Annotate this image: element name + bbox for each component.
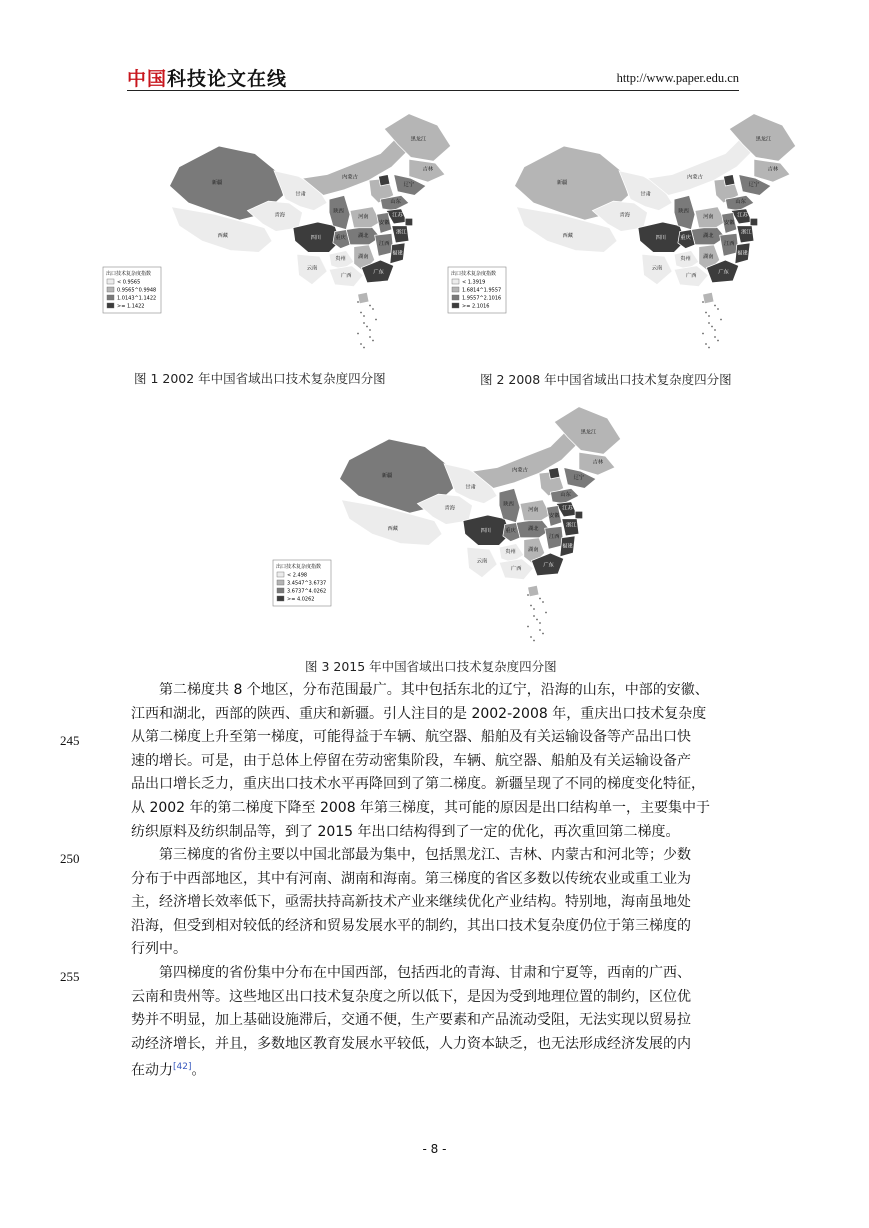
- province-label: 甘肃: [465, 484, 476, 491]
- province-label: 甘肃: [295, 191, 306, 198]
- text-line: 第四梯度的省份集中分布在中国西部，包括西北的青海、甘肃和宁夏等，西南的广西、: [131, 965, 691, 981]
- text-line: 主，经济增长效率低下，亟需扶持高新技术产业来继续优化产业结构。特别地，海南虽地处: [131, 894, 691, 911]
- province-label: 新疆: [556, 180, 568, 186]
- province-beijing: [724, 175, 735, 186]
- island-dot: [536, 619, 538, 621]
- province-label: 黑龙江: [755, 136, 772, 143]
- text-line: 沿海，但受到相对较低的经济和贸易发展水平的制约，其出口技术复杂度仍位于第三梯度的: [131, 917, 691, 934]
- legend-label: < 1.3919: [462, 279, 486, 286]
- island-dot: [720, 319, 722, 321]
- island-dot: [708, 347, 710, 349]
- citation-link[interactable]: [42]: [173, 1062, 192, 1073]
- province-label: 安徽: [723, 219, 735, 226]
- legend-swatch: [277, 588, 284, 593]
- legend-label: >= 4.0262: [287, 596, 315, 603]
- province-label: 广东: [543, 562, 554, 569]
- map-legend: [448, 267, 506, 313]
- province-label: 吉林: [422, 166, 434, 173]
- figure-3-caption: 图 3 2015 年中国省域出口技术复杂度四分图: [305, 659, 557, 674]
- province-label: 云南: [476, 558, 488, 565]
- figure-1-caption: 图 1 2002 年中国省域出口技术复杂度四分图: [134, 371, 386, 386]
- province-label: 江苏: [392, 212, 403, 219]
- island-dot: [527, 626, 529, 628]
- legend-swatch: [107, 287, 114, 292]
- province-label: 新疆: [211, 180, 223, 186]
- legend-swatch: [107, 295, 114, 300]
- province-label: 河南: [703, 214, 714, 221]
- text-line: 第三梯度的省份主要以中国北部最为集中，包括黑龙江、吉林、内蒙古和河北等；少数: [131, 847, 691, 863]
- logo-black-part: 科技论文在线: [167, 68, 288, 90]
- province-label: 甘肃: [640, 191, 651, 198]
- province-label: 内蒙古: [512, 467, 528, 474]
- island-dot: [542, 601, 544, 603]
- province-label: 云南: [651, 265, 663, 272]
- province-label: 贵州: [335, 256, 346, 262]
- island-dot: [533, 608, 535, 610]
- text-line-last: [131, 1056, 737, 1080]
- province-label: 河南: [528, 507, 539, 514]
- province-label: 陕西: [333, 208, 344, 215]
- province-label: 贵州: [680, 256, 691, 262]
- island-dot: [714, 305, 716, 307]
- province-shanghai: [750, 218, 758, 226]
- province-label: 安徽: [378, 219, 390, 226]
- island-dot: [375, 319, 377, 321]
- province-label: 新疆: [381, 473, 393, 479]
- province-neimenggu: [303, 135, 409, 196]
- island-dot: [360, 343, 362, 345]
- province-hainan: [703, 292, 714, 303]
- page-number: - 8 -: [422, 1142, 447, 1156]
- province-label: 重庆: [680, 235, 691, 242]
- island-dot: [369, 329, 371, 331]
- legend-swatch: [452, 279, 459, 284]
- legend-title: 出口技术复杂度指数: [451, 271, 497, 277]
- legend-swatch: [452, 295, 459, 300]
- china-map-svg: [445, 102, 779, 357]
- province-label: 福建: [392, 250, 403, 257]
- province-label: 广西: [685, 273, 697, 280]
- island-dot: [357, 333, 359, 335]
- province-hainan: [528, 585, 539, 596]
- paragraph-fourth-tier: [131, 962, 737, 1080]
- province-label: 广西: [510, 566, 522, 573]
- island-dot: [363, 347, 365, 349]
- legend-title: 出口技术复杂度指数: [106, 271, 152, 277]
- province-label: 吉林: [592, 459, 604, 466]
- legend-swatch: [277, 572, 284, 577]
- text-line: 分布于中西部地区，其中有河南、湖南和海南。第三梯度的省区多数以传统农业或重工业为: [131, 870, 691, 887]
- figure-2-caption: 图 2 2008 年中国省域出口技术复杂度四分图: [480, 372, 732, 387]
- island-dot: [714, 329, 716, 331]
- figure-3-map: [270, 395, 604, 650]
- island-dot: [545, 612, 547, 614]
- island-dot: [705, 343, 707, 345]
- province-label: 辽宁: [573, 474, 585, 481]
- text-line: 从第二梯度上升至第一梯度，可能得益于车辆、航空器、船舶及有关运输设备等产品出口快: [131, 729, 691, 746]
- province-label: 江西: [723, 240, 735, 247]
- island-dot: [717, 340, 719, 342]
- island-dot: [708, 322, 710, 324]
- province-label: 西藏: [217, 233, 228, 240]
- province-label: 湖南: [358, 254, 369, 261]
- province-label: 四川: [480, 528, 492, 535]
- legend-swatch: [277, 596, 284, 601]
- legend-label: 1.9557^2.1016: [462, 295, 502, 302]
- province-hainan: [358, 292, 369, 303]
- province-beijing: [379, 175, 390, 186]
- province-label: 山东: [390, 199, 401, 205]
- island-dot: [702, 333, 704, 335]
- text-line: 势并不明显，加上基础设施滞后，交通不便，生产要素和产品流动受阻，无法实现以贸易拉: [131, 1012, 691, 1029]
- line-number: 250: [60, 851, 80, 866]
- island-dot: [711, 326, 713, 328]
- text-line: 江西和湖北，西部的陕西、重庆和新疆。引人注目的是 2002-2008 年，重庆出口技术复杂度: [131, 705, 707, 722]
- line-number: 255: [60, 969, 80, 984]
- province-shanghai: [575, 511, 583, 519]
- island-dot: [533, 640, 535, 642]
- province-label: 浙江: [396, 229, 407, 236]
- province-label: 西藏: [387, 526, 398, 533]
- header-url[interactable]: http://www.paper.edu.cn: [616, 71, 739, 85]
- island-dot: [369, 305, 371, 307]
- island-dot: [533, 615, 535, 617]
- legend-swatch: [277, 580, 284, 585]
- province-label: 湖南: [703, 254, 714, 261]
- province-label: 湖北: [528, 526, 539, 533]
- china-map-svg: [100, 102, 434, 357]
- province-label: 山东: [735, 199, 746, 205]
- figure-1-map: [100, 102, 434, 357]
- province-label: 四川: [655, 235, 667, 242]
- province-label: 西藏: [562, 233, 573, 240]
- province-label: 江西: [378, 240, 390, 247]
- island-dot: [369, 336, 371, 338]
- last-line-text: 在动力: [131, 1063, 173, 1080]
- china-map-svg: [270, 395, 604, 650]
- island-dot: [717, 308, 719, 310]
- text-line: 行列中。: [131, 941, 187, 958]
- legend-label: 0.9565^0.9948: [117, 287, 157, 294]
- paragraph-second-tier: [131, 679, 737, 844]
- province-label: 广东: [373, 269, 384, 276]
- province-label: 江苏: [562, 505, 573, 512]
- province-label: 黑龙江: [410, 136, 427, 143]
- legend-title: 出口技术复杂度指数: [276, 564, 322, 570]
- province-label: 内蒙古: [687, 174, 703, 181]
- province-label: 陕西: [503, 501, 514, 508]
- page-header: [127, 62, 739, 91]
- legend-label: 1.6814^1.9557: [462, 287, 502, 294]
- island-dot: [372, 340, 374, 342]
- site-logo[interactable]: [127, 64, 287, 91]
- figure-2-map: [445, 102, 779, 357]
- province-label: 湖北: [358, 233, 369, 240]
- legend-label: 3.6737^4.0262: [287, 588, 327, 595]
- province-shanghai: [405, 218, 413, 226]
- legend-label: 3.4547^3.6737: [287, 580, 327, 587]
- legend-swatch: [107, 279, 114, 284]
- island-dot: [360, 312, 362, 314]
- paragraph-third-tier: [131, 844, 737, 962]
- island-dot: [372, 308, 374, 310]
- province-label: 河南: [358, 214, 369, 221]
- province-label: 陕西: [678, 208, 689, 215]
- legend-label: >= 2.1016: [462, 303, 490, 310]
- province-label: 山东: [560, 492, 571, 498]
- province-label: 青海: [619, 212, 630, 219]
- island-dot: [714, 336, 716, 338]
- island-dot: [530, 636, 532, 638]
- province-label: 青海: [274, 212, 285, 219]
- province-label: 重庆: [335, 235, 346, 242]
- legend-swatch: [107, 303, 114, 308]
- province-label: 湖北: [703, 233, 714, 240]
- legend-swatch: [452, 287, 459, 292]
- island-dot: [363, 322, 365, 324]
- province-label: 辽宁: [403, 181, 415, 188]
- island-dot: [366, 326, 368, 328]
- province-label: 云南: [306, 265, 318, 272]
- province-label: 浙江: [566, 522, 577, 529]
- island-dot: [527, 594, 529, 596]
- map-legend: [273, 560, 331, 606]
- island-dot: [705, 312, 707, 314]
- province-neimenggu: [473, 428, 579, 489]
- text-line: 动经济增长，并且，多数地区教育发展水平较低，人力资本缺乏，也无法形成经济发展的内: [131, 1035, 691, 1052]
- province-label: 福建: [562, 543, 573, 550]
- province-label: 吉林: [767, 166, 779, 173]
- province-label: 辽宁: [748, 181, 760, 188]
- last-line-end: 。: [191, 1063, 206, 1080]
- province-neimenggu: [648, 135, 754, 196]
- legend-label: 1.0143^1.1422: [117, 295, 157, 302]
- island-dot: [539, 622, 541, 624]
- island-dot: [539, 629, 541, 631]
- island-dot: [363, 315, 365, 317]
- province-label: 重庆: [505, 528, 516, 535]
- legend-label: < 0.9565: [117, 279, 141, 286]
- province-label: 江苏: [737, 212, 748, 219]
- text-line: 从 2002 年的第二梯度下降至 2008 年第三梯度，其可能的原因是出口结构单一，主要集中于: [131, 799, 711, 816]
- island-dot: [542, 633, 544, 635]
- text-line: 云南和贵州等。这些地区出口技术复杂度之所以低下，是因为受到地理位置的制约，区位优: [131, 988, 691, 1005]
- province-label: 安徽: [548, 512, 560, 519]
- province-label: 福建: [737, 250, 748, 257]
- province-label: 青海: [444, 505, 455, 512]
- text-line: 品出口增长乏力，重庆出口技术水平再降回到了第二梯度。新疆呈现了不同的梯度变化特征，: [131, 776, 705, 793]
- island-dot: [530, 605, 532, 607]
- island-dot: [357, 301, 359, 303]
- island-dot: [708, 315, 710, 317]
- text-line: 纺织原料及纺织制品等，到了 2015 年出口结构得到了一定的优化，再次重回第二梯度。: [131, 823, 680, 840]
- province-label: 湖南: [528, 547, 539, 554]
- province-label: 广西: [340, 273, 352, 280]
- island-dot: [539, 598, 541, 600]
- province-label: 江西: [548, 533, 560, 540]
- text-line: 速的增长。可是，由于总体上停留在劳动密集阶段，车辆、航空器、船舶及有关运输设备产: [131, 752, 691, 769]
- legend-label: >= 1.1422: [117, 303, 145, 310]
- legend-swatch: [452, 303, 459, 308]
- province-label: 贵州: [505, 549, 516, 555]
- text-line: 第二梯度共 8 个地区，分布范围最广。其中包括东北的辽宁，沿海的山东，中部的安徽、: [131, 682, 709, 698]
- map-legend: [103, 267, 161, 313]
- province-label: 内蒙古: [342, 174, 358, 181]
- province-label: 黑龙江: [580, 429, 597, 436]
- legend-label: < 2.498: [287, 572, 308, 579]
- province-label: 四川: [310, 235, 322, 242]
- province-beijing: [549, 468, 560, 479]
- line-number: 245: [60, 733, 80, 748]
- logo-red-part: 中国: [127, 68, 168, 90]
- province-label: 广东: [718, 269, 729, 276]
- island-dot: [702, 301, 704, 303]
- province-label: 浙江: [741, 229, 752, 236]
